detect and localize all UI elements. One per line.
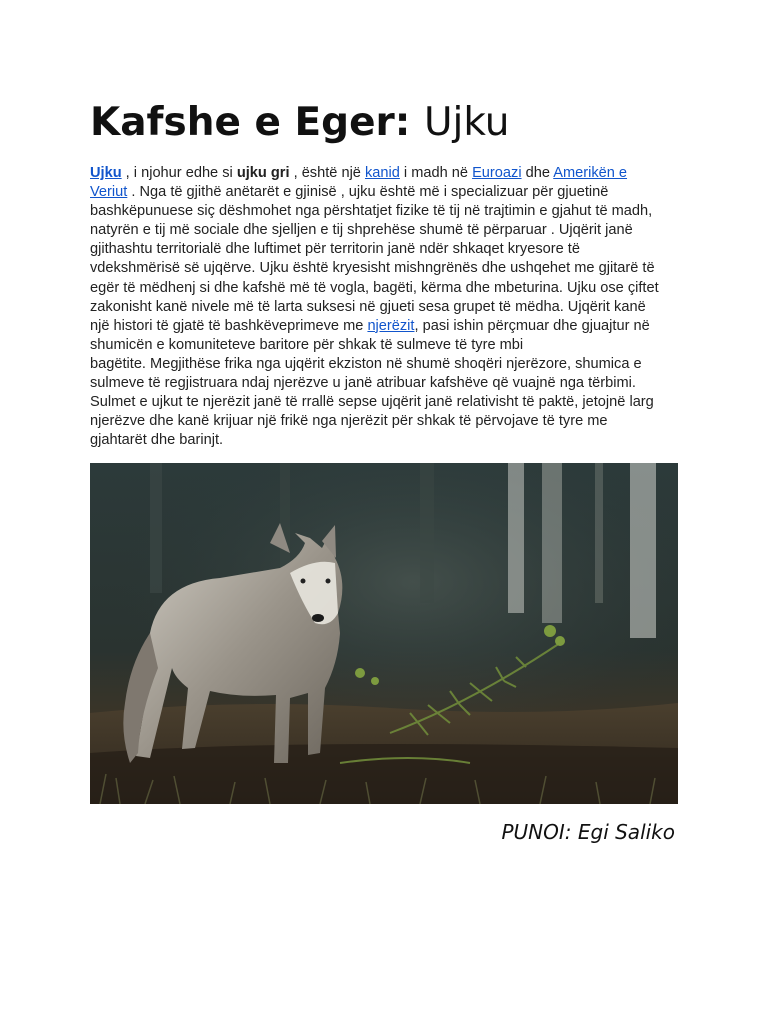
article-paragraph [90,164,680,450]
paragraph-line [90,183,680,202]
title-rest: Ujku [423,100,510,145]
paragraph-line: bashkëpunuese siç dëshmohet nga përshtatjet fizike të tij në trajtimin e gjahut të madh, [90,203,653,220]
paragraph-line [90,164,680,183]
link-euroazi[interactable]: Euroazi [472,165,522,181]
paragraph-line: gjithashtu territorialë dhe luftimet për territorin janë ndër shkaqet kryesore të [90,241,580,258]
text-run: dhe [521,165,554,181]
text-run: një histori të gjatë të bashkëveprimeve me [90,317,368,334]
text-run: . Nga të gjithë anëtarët e gjinisë , ujku është më i specializuar për gjuetinë [127,184,609,201]
paragraph-line: sulmeve të regjistruara ndaj njerëzve u janë atribuar kafshëve që vuajnë nga tërbimi. [90,375,636,392]
page-title [90,98,509,148]
text-run: i madh në [399,165,473,181]
wolf-photo [90,463,678,804]
link-veriut[interactable]: Veriut [90,184,128,201]
bold-ujku-gri: ujku gri [236,165,290,181]
link-ujku[interactable]: Ujku [90,165,122,181]
paragraph-line: natyrën e tij më sociale dhe sjelljen e tij shprehëse shumë të përparuar . Ujqërit janë [90,222,633,239]
link-amerike[interactable]: Amerikën e [553,165,628,181]
link-njerezit[interactable]: njerëzit [367,317,415,334]
paragraph-line: gjahtarët dhe barinjt. [90,432,224,449]
text-run: , i njohur edhe si [121,165,237,181]
paragraph-line: shumicën e komuniteteve baritore për shkak të sulmeve të tyre mbi [90,336,524,353]
paragraph-line: Sulmet e ujkut te njerëzit janë të rrallë sepse ujqërit janë relativisht të paktë, jetojnë larg [90,394,654,411]
title-bold: Kafshe e Eger: [90,100,411,145]
text-run: , është një [289,165,365,181]
author-signature: PUNOI: Egi Saliko [501,820,675,844]
paragraph-line: vdekshmërisë së ujqërve. Ujku është kryesisht mishngrënës dhe ushqehet me gjitarë të [90,260,655,277]
gray-wolf-in-forest-photo-icon [90,463,678,804]
text-run: , pasi ishin përçmuar dhe gjuajtur në [414,317,650,334]
paragraph-line [90,317,680,336]
link-kanid[interactable]: kanid [364,165,400,181]
paragraph-line: egër të mëdhenj si dhe kafshë më të vogla, bagëti, kërma dhe mbeturina. Ujku ose çiftet [90,279,659,296]
paragraph-line: zakonisht kanë nivele më të larta suksesi në gjueti sesa grupet të mëdha. Ujqërit kanë [90,298,646,315]
paragraph-line: njerëzve dhe kanë krijuar një frikë nga njerëzit për shkak të përvojave të tyre me [90,413,608,430]
paragraph-line: bagëtite. Megjithëse frika nga ujqërit ekziston në shumë shoqëri njerëzore, shumica e [90,355,642,372]
